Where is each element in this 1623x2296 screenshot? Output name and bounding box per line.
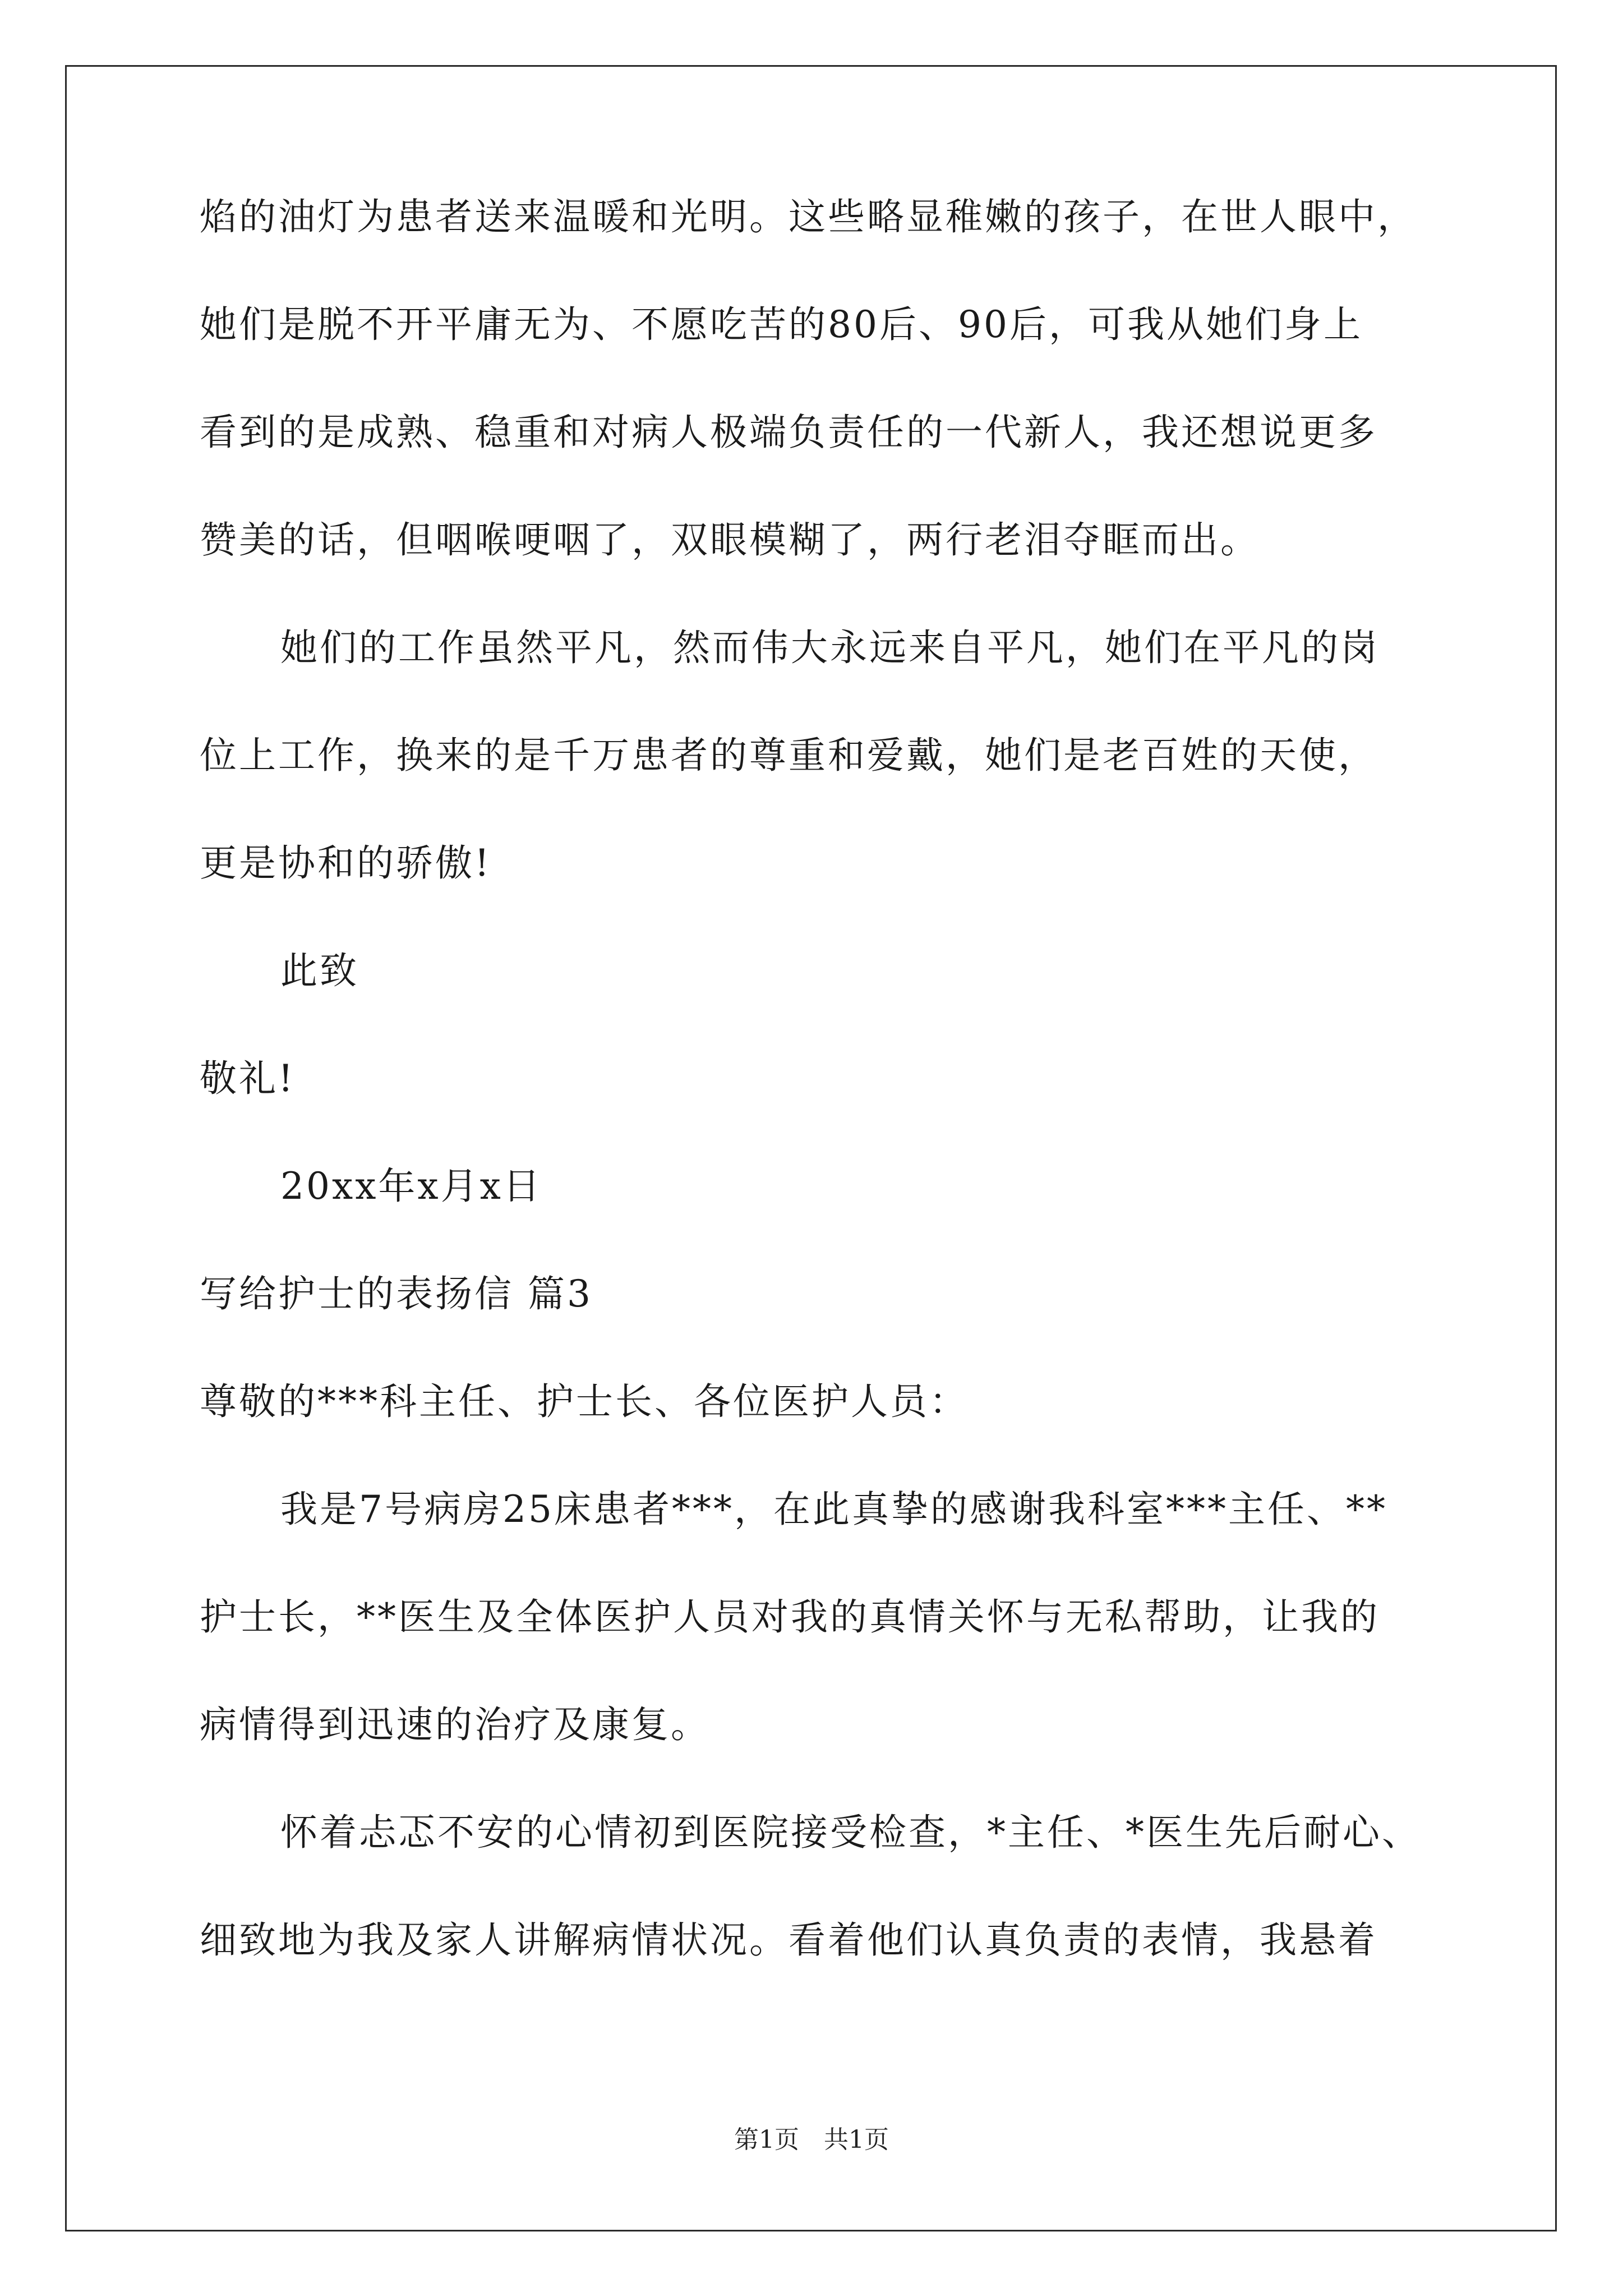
text-line-13: 我是7号病房25床患者***，在此真挚的感谢我科室***主任、** (280, 1488, 1387, 1531)
text-line-4: 赞美的话，但咽喉哽咽了，双眼模糊了，两行老泪夺眶而出。 (200, 518, 1260, 562)
text-line-15: 病情得到迅速的治疗及康复。 (200, 1703, 710, 1746)
letter-greeting: 尊敬的***科主任、护士长、各位医护人员： (200, 1380, 969, 1423)
text-line-1: 焰的油灯为患者送来温暖和光明。这些略显稚嫩的孩子，在世人眼中， (200, 195, 1417, 238)
closing-salutation: 此致 (280, 949, 359, 992)
text-line-6: 位上工作，换来的是千万患者的尊重和爱戴，她们是老百姓的天使， (200, 734, 1377, 777)
text-line-16: 怀着忐忑不安的心情初到医院接受检查，*主任、*医生先后耐心、 (280, 1811, 1421, 1854)
letter-date: 20xx年x月x日 (280, 1165, 542, 1208)
text-line-2: 她们是脱不开平庸无为、不愿吃苦的80后、90后，可我从她们身上 (200, 303, 1363, 346)
text-line-3: 看到的是成熟、稳重和对病人极端负责任的一代新人，我还想说更多 (200, 411, 1377, 454)
text-line-17: 细致地为我及家人讲解病情状况。看着他们认真负责的表情，我悬着 (200, 1918, 1377, 1962)
text-line-14: 护士长，**医生及全体医护人员对我的真情关怀与无私帮助，让我的 (200, 1595, 1380, 1639)
text-line-7: 更是协和的骄傲! (200, 841, 492, 885)
page-footer: 第1页 共1页 (734, 2125, 889, 2154)
closing-regards: 敬礼! (200, 1057, 296, 1100)
text-line-5: 她们的工作虽然平凡，然而伟大永远来自平凡，她们在平凡的岗 (280, 626, 1380, 669)
section-heading: 写给护士的表扬信 篇3 (200, 1272, 593, 1315)
page-border (65, 65, 1557, 2231)
